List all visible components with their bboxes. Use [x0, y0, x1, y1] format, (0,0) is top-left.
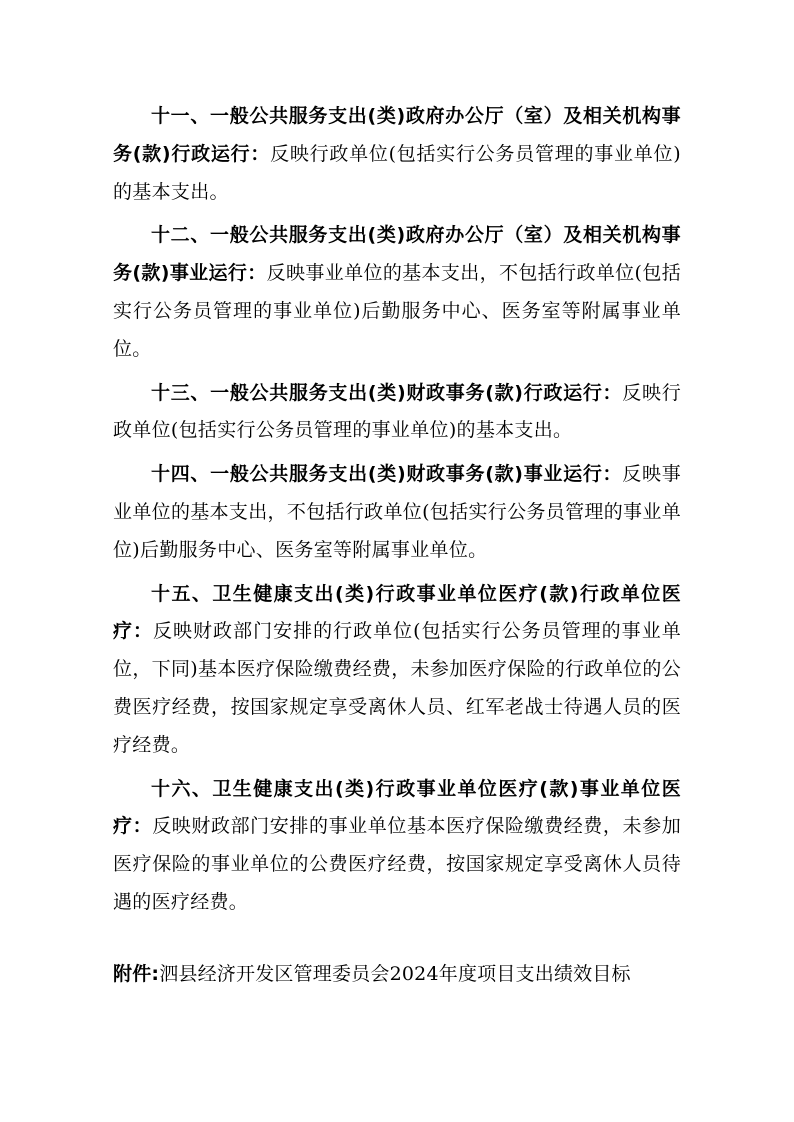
attachment-label: 附件:: [113, 963, 160, 985]
paragraph-14-term: 十四、一般公共服务支出(类)财政事务(款)事业运行：: [151, 463, 623, 486]
attachment-title: 泗县经济开发区管理委员会2024年度项目支出绩效目标: [159, 963, 631, 985]
paragraph-15-text: 反映财政部门安排的行政单位(包括实行公务员管理的事业单位，下同)基本医疗保险缴费经费，未参加医疗保险的行政单位的公费医疗经费，按国家规定享受离休人员、红军老战士待遇人员的医疗经费。: [113, 620, 682, 756]
paragraph-13: [113, 375, 681, 451]
paragraph-15: [113, 576, 681, 765]
paragraph-11: [113, 98, 681, 211]
paragraph-13-term: 十三、一般公共服务支出(类)财政事务(款)行政运行：: [151, 381, 623, 404]
paragraph-13-text: 反映行政单位(包括实行公务员管理的事业单位)的基本支出。: [113, 381, 681, 442]
paragraph-12: [113, 217, 681, 368]
paragraph-11-term: 十一、一般公共服务支出(类)政府办公厅（室）及相关机构事务(款)行政运行：: [113, 105, 681, 165]
paragraph-16: [113, 771, 681, 922]
paragraph-11-text: 反映行政单位(包括实行公务员管理的事业单位)的基本支出。: [113, 142, 681, 203]
paragraph-16-term: 十六、卫生健康支出(类)行政事业单位医疗(款)事业单位医疗：: [113, 777, 681, 838]
paragraph-15-term: 十五、卫生健康支出(类)行政事业单位医疗(款)行政单位医疗：: [113, 582, 681, 643]
document-body: [113, 98, 681, 928]
paragraph-14: [113, 456, 681, 569]
paragraph-12-term: 十二、一般公共服务支出(类)政府办公厅（室）及相关机构事务(款)事业运行：: [113, 224, 681, 285]
paragraph-12-text: 反映事业单位的基本支出，不包括行政单位(包括实行公务员管理的事业单位)后勤服务中心、医务室等附属事业单位。: [113, 262, 681, 360]
paragraph-14-text: 反映事业单位的基本支出，不包括行政单位(包括实行公务员管理的事业单位)后勤服务中心、医务室等附属事业单位。: [113, 463, 681, 561]
paragraph-16-text: 反映财政部门安排的事业单位基本医疗保险缴费经费，未参加医疗保险的事业单位的公费医疗经费，按国家规定享受离休人员待遇的医疗经费。: [113, 815, 681, 913]
attachment-line: [113, 956, 693, 994]
